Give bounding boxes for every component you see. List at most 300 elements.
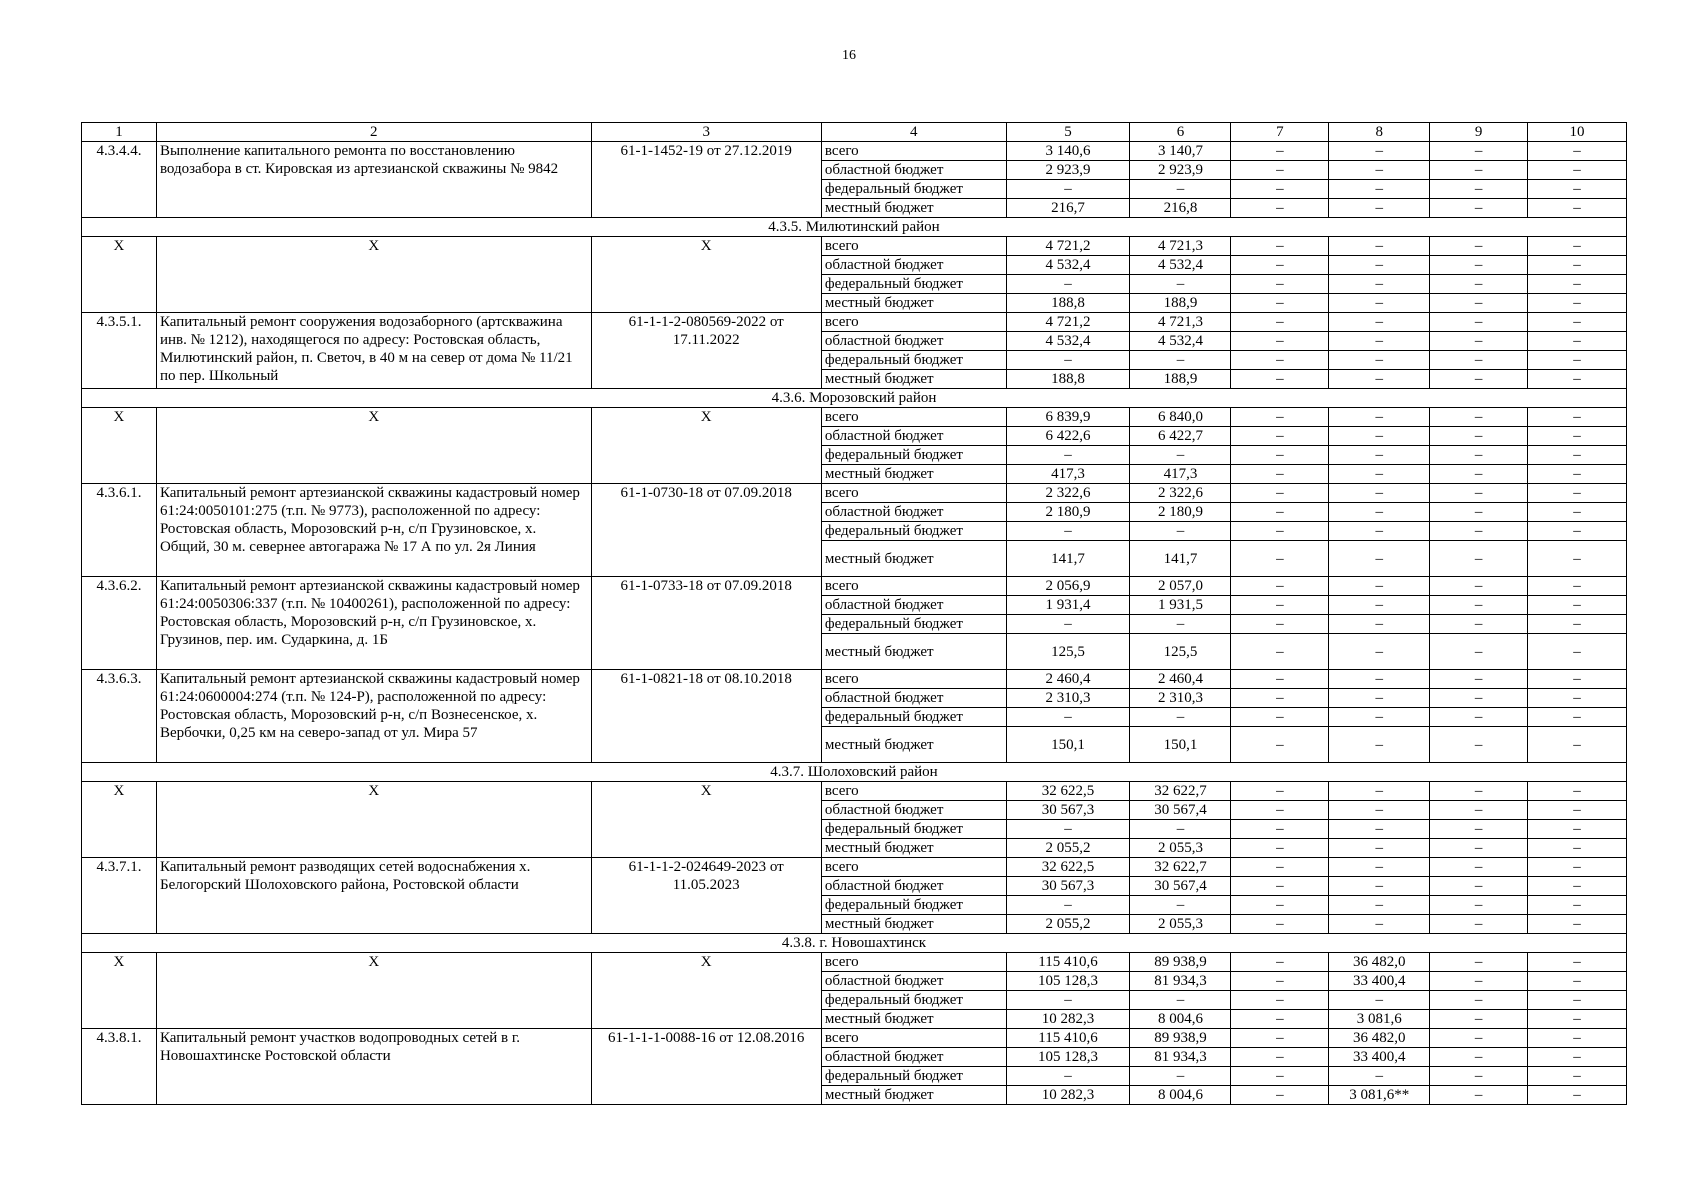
amount-cell: –: [1006, 275, 1130, 294]
amount-cell: –: [1430, 408, 1528, 427]
section-title: 4.3.7. Шолоховский район: [82, 763, 1627, 782]
amount-cell: –: [1430, 801, 1528, 820]
table-row: [82, 142, 1627, 161]
amount-cell: 10 282,3: [1006, 1010, 1130, 1029]
amount-cell: 33 400,4: [1329, 1048, 1430, 1067]
amount-cell: –: [1528, 801, 1627, 820]
amount-cell: –: [1231, 484, 1329, 503]
amount-cell: –: [1329, 670, 1430, 689]
column-number-cell: 7: [1231, 123, 1329, 142]
amount-cell: 2 180,9: [1130, 503, 1231, 522]
amount-cell: –: [1430, 446, 1528, 465]
budget-table: [81, 122, 1627, 1105]
funding-source-label: всего: [821, 408, 1006, 427]
amount-cell: –: [1430, 727, 1528, 763]
column-number-cell: 9: [1430, 123, 1528, 142]
amount-cell: –: [1430, 332, 1528, 351]
item-document: 61-1-1-2-024649-2023 от 11.05.2023: [591, 858, 821, 934]
amount-cell: 36 482,0: [1329, 953, 1430, 972]
section-header-row: [82, 763, 1627, 782]
amount-cell: –: [1430, 465, 1528, 484]
amount-cell: 2 055,2: [1006, 915, 1130, 934]
amount-cell: –: [1430, 972, 1528, 991]
column-number-cell: 3: [591, 123, 821, 142]
amount-cell: –: [1231, 256, 1329, 275]
table-row: [82, 670, 1627, 689]
amount-cell: –: [1528, 820, 1627, 839]
amount-cell: –: [1430, 1010, 1528, 1029]
amount-cell: –: [1528, 408, 1627, 427]
amount-cell: 8 004,6: [1130, 1010, 1231, 1029]
item-document: 61-1-1452-19 от 27.12.2019: [591, 142, 821, 218]
amount-cell: –: [1329, 199, 1430, 218]
amount-cell: –: [1231, 1067, 1329, 1086]
amount-cell: 1 931,5: [1130, 596, 1231, 615]
amount-cell: 4 532,4: [1006, 332, 1130, 351]
amount-cell: –: [1528, 839, 1627, 858]
table-row: [82, 484, 1627, 503]
column-number-cell: 8: [1329, 123, 1430, 142]
amount-cell: –: [1528, 670, 1627, 689]
amount-cell: –: [1329, 256, 1430, 275]
amount-cell: –: [1329, 275, 1430, 294]
amount-cell: –: [1130, 896, 1231, 915]
amount-cell: –: [1329, 820, 1430, 839]
funding-source-label: местный бюджет: [821, 634, 1006, 670]
amount-cell: –: [1329, 484, 1430, 503]
amount-cell: –: [1329, 313, 1430, 332]
amount-cell: –: [1528, 991, 1627, 1010]
funding-source-label: всего: [821, 237, 1006, 256]
item-name: Капитальный ремонт артезианской скважины кадастровый номер 61:24:0050306:337 (т.п. № 10400261), расположенной по адресу: Ростовская область, Морозовский р-н, с/п Грузиновское, х. Грузинов, пер. им. Сударкина, д. 1Б: [156, 577, 591, 670]
amount-cell: –: [1430, 522, 1528, 541]
amount-cell: –: [1430, 313, 1528, 332]
section-title: 4.3.5. Милютинский район: [82, 218, 1627, 237]
amount-cell: –: [1231, 465, 1329, 484]
amount-cell: –: [1329, 634, 1430, 670]
amount-cell: 81 934,3: [1130, 1048, 1231, 1067]
amount-cell: 188,9: [1130, 294, 1231, 313]
amount-cell: –: [1329, 465, 1430, 484]
amount-cell: 105 128,3: [1006, 1048, 1130, 1067]
amount-cell: 32 622,5: [1006, 782, 1130, 801]
amount-cell: –: [1231, 670, 1329, 689]
item-number: Х: [82, 953, 157, 1029]
amount-cell: –: [1528, 541, 1627, 577]
funding-source-label: федеральный бюджет: [821, 896, 1006, 915]
amount-cell: –: [1006, 1067, 1130, 1086]
amount-cell: –: [1329, 161, 1430, 180]
amount-cell: 32 622,7: [1130, 782, 1231, 801]
amount-cell: 89 938,9: [1130, 953, 1231, 972]
section-header-row: [82, 934, 1627, 953]
funding-source-label: областной бюджет: [821, 877, 1006, 896]
amount-cell: –: [1231, 294, 1329, 313]
funding-source-label: всего: [821, 484, 1006, 503]
amount-cell: –: [1231, 1029, 1329, 1048]
amount-cell: –: [1231, 332, 1329, 351]
amount-cell: 4 721,3: [1130, 237, 1231, 256]
amount-cell: –: [1006, 991, 1130, 1010]
amount-cell: 33 400,4: [1329, 972, 1430, 991]
funding-source-label: федеральный бюджет: [821, 275, 1006, 294]
amount-cell: –: [1130, 615, 1231, 634]
funding-source-label: всего: [821, 142, 1006, 161]
amount-cell: –: [1430, 782, 1528, 801]
amount-cell: 3 140,6: [1006, 142, 1130, 161]
amount-cell: 3 081,6**: [1329, 1086, 1430, 1105]
amount-cell: –: [1528, 275, 1627, 294]
amount-cell: –: [1528, 896, 1627, 915]
amount-cell: –: [1329, 708, 1430, 727]
item-number: 4.3.7.1.: [82, 858, 157, 934]
amount-cell: 30 567,4: [1130, 801, 1231, 820]
page-number: 16: [842, 48, 856, 63]
amount-cell: 141,7: [1130, 541, 1231, 577]
section-header-row: [82, 389, 1627, 408]
funding-source-label: областной бюджет: [821, 972, 1006, 991]
amount-cell: –: [1528, 294, 1627, 313]
item-name: Х: [156, 953, 591, 1029]
amount-cell: –: [1329, 801, 1430, 820]
amount-cell: –: [1231, 408, 1329, 427]
amount-cell: –: [1329, 332, 1430, 351]
amount-cell: –: [1231, 142, 1329, 161]
amount-cell: –: [1430, 199, 1528, 218]
section-title: 4.3.8. г. Новошахтинск: [82, 934, 1627, 953]
amount-cell: –: [1528, 161, 1627, 180]
amount-cell: 2 310,3: [1130, 689, 1231, 708]
funding-source-label: всего: [821, 670, 1006, 689]
column-number-row: [82, 123, 1627, 142]
amount-cell: –: [1231, 839, 1329, 858]
amount-cell: –: [1430, 839, 1528, 858]
item-name: Капитальный ремонт артезианской скважины кадастровый номер 61:24:0050101:275 (т.п. № 9773), расположенной по адресу: Ростовская область, Морозовский р-н, с/п Грузиновское, х. Общий, 30 м. севернее автогаража № 17 А по ул. 2я Линия: [156, 484, 591, 577]
amount-cell: –: [1006, 708, 1130, 727]
funding-source-label: всего: [821, 858, 1006, 877]
funding-source-label: местный бюджет: [821, 370, 1006, 389]
amount-cell: 150,1: [1006, 727, 1130, 763]
amount-cell: –: [1430, 484, 1528, 503]
amount-cell: –: [1130, 275, 1231, 294]
amount-cell: –: [1528, 237, 1627, 256]
item-name: Капитальный ремонт участков водопроводных сетей в г. Новошахтинске Ростовской области: [156, 1029, 591, 1105]
amount-cell: –: [1430, 1048, 1528, 1067]
amount-cell: 115 410,6: [1006, 1029, 1130, 1048]
amount-cell: –: [1528, 1029, 1627, 1048]
amount-cell: –: [1528, 689, 1627, 708]
amount-cell: –: [1528, 708, 1627, 727]
amount-cell: –: [1430, 596, 1528, 615]
amount-cell: –: [1231, 896, 1329, 915]
amount-cell: –: [1130, 708, 1231, 727]
amount-cell: 6 840,0: [1130, 408, 1231, 427]
amount-cell: 125,5: [1130, 634, 1231, 670]
table-body: [82, 123, 1627, 1105]
funding-source-label: федеральный бюджет: [821, 180, 1006, 199]
funding-source-label: местный бюджет: [821, 839, 1006, 858]
item-number: 4.3.4.4.: [82, 142, 157, 218]
funding-source-label: всего: [821, 313, 1006, 332]
funding-source-label: федеральный бюджет: [821, 615, 1006, 634]
amount-cell: 30 567,4: [1130, 877, 1231, 896]
amount-cell: –: [1430, 180, 1528, 199]
amount-cell: 8 004,6: [1130, 1086, 1231, 1105]
funding-source-label: местный бюджет: [821, 727, 1006, 763]
amount-cell: –: [1231, 708, 1329, 727]
amount-cell: 2 055,2: [1006, 839, 1130, 858]
amount-cell: –: [1231, 801, 1329, 820]
item-name: Выполнение капитального ремонта по восстановлению водозабора в ст. Кировская из артезианской скважины № 9842: [156, 142, 591, 218]
funding-source-label: областной бюджет: [821, 503, 1006, 522]
item-document: Х: [591, 782, 821, 858]
amount-cell: –: [1430, 370, 1528, 389]
amount-cell: –: [1329, 294, 1430, 313]
amount-cell: –: [1528, 727, 1627, 763]
funding-source-label: местный бюджет: [821, 541, 1006, 577]
amount-cell: 2 055,3: [1130, 915, 1231, 934]
amount-cell: 141,7: [1006, 541, 1130, 577]
amount-cell: –: [1430, 615, 1528, 634]
amount-cell: –: [1231, 577, 1329, 596]
amount-cell: –: [1528, 522, 1627, 541]
amount-cell: –: [1130, 351, 1231, 370]
amount-cell: –: [1130, 180, 1231, 199]
amount-cell: –: [1528, 615, 1627, 634]
column-number-cell: 5: [1006, 123, 1130, 142]
amount-cell: –: [1130, 522, 1231, 541]
item-name: Капитальный ремонт артезианской скважины кадастровый номер 61:24:0600004:274 (т.п. № 124-Р), расположенной по адресу: Ростовская область, Морозовский р-н, с/п Вознесенское, х. Вербочки, 0,25 км на северо-запад от ул. Мира 57: [156, 670, 591, 763]
item-number: 4.3.6.1.: [82, 484, 157, 577]
amount-cell: –: [1329, 503, 1430, 522]
amount-cell: 2 055,3: [1130, 839, 1231, 858]
amount-cell: 3 081,6: [1329, 1010, 1430, 1029]
amount-cell: –: [1528, 877, 1627, 896]
amount-cell: –: [1329, 615, 1430, 634]
amount-cell: –: [1006, 615, 1130, 634]
amount-cell: 2 310,3: [1006, 689, 1130, 708]
item-document: Х: [591, 953, 821, 1029]
amount-cell: 105 128,3: [1006, 972, 1130, 991]
amount-cell: 2 923,9: [1130, 161, 1231, 180]
amount-cell: –: [1528, 180, 1627, 199]
amount-cell: –: [1430, 577, 1528, 596]
amount-cell: –: [1430, 820, 1528, 839]
amount-cell: –: [1231, 782, 1329, 801]
amount-cell: 115 410,6: [1006, 953, 1130, 972]
funding-source-label: местный бюджет: [821, 199, 1006, 218]
amount-cell: –: [1231, 727, 1329, 763]
table-row: [82, 313, 1627, 332]
section-header-row: [82, 218, 1627, 237]
amount-cell: 36 482,0: [1329, 1029, 1430, 1048]
amount-cell: –: [1528, 313, 1627, 332]
funding-source-label: федеральный бюджет: [821, 820, 1006, 839]
amount-cell: –: [1130, 1067, 1231, 1086]
amount-cell: –: [1430, 351, 1528, 370]
amount-cell: –: [1528, 1048, 1627, 1067]
amount-cell: 2 322,6: [1006, 484, 1130, 503]
amount-cell: –: [1329, 782, 1430, 801]
funding-source-label: всего: [821, 782, 1006, 801]
item-number: Х: [82, 408, 157, 484]
amount-cell: 89 938,9: [1130, 1029, 1231, 1048]
amount-cell: –: [1528, 634, 1627, 670]
amount-cell: –: [1430, 541, 1528, 577]
amount-cell: 4 532,4: [1006, 256, 1130, 275]
amount-cell: –: [1528, 953, 1627, 972]
item-name: Капитальный ремонт сооружения водозаборного (артскважина инв. № 1212), находящегося по адресу: Ростовская область, Милютинский район, п. Светоч, в 40 м на север от дома № 11/21 по пер. Школьный: [156, 313, 591, 389]
amount-cell: –: [1231, 541, 1329, 577]
table-row: [82, 408, 1627, 427]
item-name: Х: [156, 408, 591, 484]
amount-cell: –: [1231, 689, 1329, 708]
funding-source-label: федеральный бюджет: [821, 708, 1006, 727]
amount-cell: –: [1528, 256, 1627, 275]
amount-cell: 150,1: [1130, 727, 1231, 763]
amount-cell: –: [1231, 915, 1329, 934]
amount-cell: –: [1231, 858, 1329, 877]
funding-source-label: областной бюджет: [821, 332, 1006, 351]
amount-cell: –: [1231, 237, 1329, 256]
amount-cell: –: [1430, 670, 1528, 689]
amount-cell: –: [1130, 446, 1231, 465]
amount-cell: –: [1528, 1067, 1627, 1086]
amount-cell: –: [1329, 991, 1430, 1010]
amount-cell: 2 460,4: [1006, 670, 1130, 689]
amount-cell: –: [1329, 180, 1430, 199]
item-document: 61-1-0821-18 от 08.10.2018: [591, 670, 821, 763]
amount-cell: 4 532,4: [1130, 332, 1231, 351]
item-number: Х: [82, 782, 157, 858]
item-number: Х: [82, 237, 157, 313]
amount-cell: 188,8: [1006, 370, 1130, 389]
amount-cell: –: [1231, 615, 1329, 634]
amount-cell: –: [1329, 1067, 1430, 1086]
item-document: 61-1-1-1-0088-16 от 12.08.2016: [591, 1029, 821, 1105]
column-number-cell: 6: [1130, 123, 1231, 142]
column-number-cell: 4: [821, 123, 1006, 142]
amount-cell: 2 056,9: [1006, 577, 1130, 596]
amount-cell: –: [1231, 877, 1329, 896]
amount-cell: –: [1430, 877, 1528, 896]
item-document: 61-1-1-2-080569-2022 от 17.11.2022: [591, 313, 821, 389]
amount-cell: –: [1430, 858, 1528, 877]
item-document: 61-1-0733-18 от 07.09.2018: [591, 577, 821, 670]
amount-cell: 32 622,5: [1006, 858, 1130, 877]
amount-cell: 6 422,7: [1130, 427, 1231, 446]
amount-cell: –: [1430, 294, 1528, 313]
amount-cell: –: [1329, 839, 1430, 858]
amount-cell: –: [1528, 577, 1627, 596]
amount-cell: 417,3: [1006, 465, 1130, 484]
amount-cell: –: [1231, 596, 1329, 615]
funding-source-label: федеральный бюджет: [821, 351, 1006, 370]
amount-cell: 1 931,4: [1006, 596, 1130, 615]
table-row: [82, 858, 1627, 877]
amount-cell: 125,5: [1006, 634, 1130, 670]
amount-cell: –: [1329, 896, 1430, 915]
amount-cell: 81 934,3: [1130, 972, 1231, 991]
item-document: Х: [591, 237, 821, 313]
funding-source-label: областной бюджет: [821, 256, 1006, 275]
amount-cell: –: [1528, 596, 1627, 615]
amount-cell: –: [1231, 275, 1329, 294]
amount-cell: 188,9: [1130, 370, 1231, 389]
amount-cell: –: [1231, 351, 1329, 370]
amount-cell: 3 140,7: [1130, 142, 1231, 161]
section-title: 4.3.6. Морозовский район: [82, 389, 1627, 408]
column-number-cell: 2: [156, 123, 591, 142]
amount-cell: –: [1528, 351, 1627, 370]
funding-source-label: местный бюджет: [821, 465, 1006, 484]
amount-cell: –: [1006, 446, 1130, 465]
amount-cell: –: [1231, 991, 1329, 1010]
item-document: 61-1-0730-18 от 07.09.2018: [591, 484, 821, 577]
amount-cell: –: [1430, 1029, 1528, 1048]
amount-cell: –: [1329, 877, 1430, 896]
amount-cell: –: [1430, 634, 1528, 670]
funding-source-label: федеральный бюджет: [821, 1067, 1006, 1086]
amount-cell: –: [1006, 522, 1130, 541]
amount-cell: –: [1231, 313, 1329, 332]
amount-cell: –: [1430, 915, 1528, 934]
table-row: [82, 953, 1627, 972]
amount-cell: –: [1231, 503, 1329, 522]
amount-cell: –: [1329, 237, 1430, 256]
amount-cell: –: [1430, 275, 1528, 294]
amount-cell: –: [1528, 1086, 1627, 1105]
amount-cell: –: [1430, 503, 1528, 522]
amount-cell: –: [1329, 915, 1430, 934]
amount-cell: –: [1430, 708, 1528, 727]
amount-cell: –: [1528, 370, 1627, 389]
amount-cell: –: [1231, 199, 1329, 218]
item-name: Капитальный ремонт разводящих сетей водоснабжения х. Белогорский Шолоховского района, Ростовской области: [156, 858, 591, 934]
funding-source-label: местный бюджет: [821, 1086, 1006, 1105]
amount-cell: –: [1231, 634, 1329, 670]
funding-source-label: местный бюджет: [821, 1010, 1006, 1029]
funding-source-label: областной бюджет: [821, 161, 1006, 180]
funding-source-label: областной бюджет: [821, 596, 1006, 615]
funding-source-label: областной бюджет: [821, 801, 1006, 820]
amount-cell: –: [1130, 991, 1231, 1010]
amount-cell: –: [1231, 370, 1329, 389]
amount-cell: –: [1528, 503, 1627, 522]
funding-source-label: областной бюджет: [821, 1048, 1006, 1067]
funding-source-label: областной бюджет: [821, 427, 1006, 446]
amount-cell: 417,3: [1130, 465, 1231, 484]
amount-cell: –: [1528, 1010, 1627, 1029]
amount-cell: –: [1329, 370, 1430, 389]
amount-cell: 216,7: [1006, 199, 1130, 218]
amount-cell: 188,8: [1006, 294, 1130, 313]
amount-cell: –: [1231, 446, 1329, 465]
amount-cell: 4 721,2: [1006, 313, 1130, 332]
item-number: 4.3.6.3.: [82, 670, 157, 763]
amount-cell: –: [1329, 427, 1430, 446]
column-number-cell: 10: [1528, 123, 1627, 142]
funding-source-label: местный бюджет: [821, 915, 1006, 934]
funding-source-label: федеральный бюджет: [821, 446, 1006, 465]
amount-cell: –: [1231, 953, 1329, 972]
amount-cell: –: [1231, 427, 1329, 446]
item-number: 4.3.6.2.: [82, 577, 157, 670]
table-row: [82, 782, 1627, 801]
amount-cell: –: [1430, 1086, 1528, 1105]
funding-source-label: федеральный бюджет: [821, 991, 1006, 1010]
item-number: 4.3.8.1.: [82, 1029, 157, 1105]
